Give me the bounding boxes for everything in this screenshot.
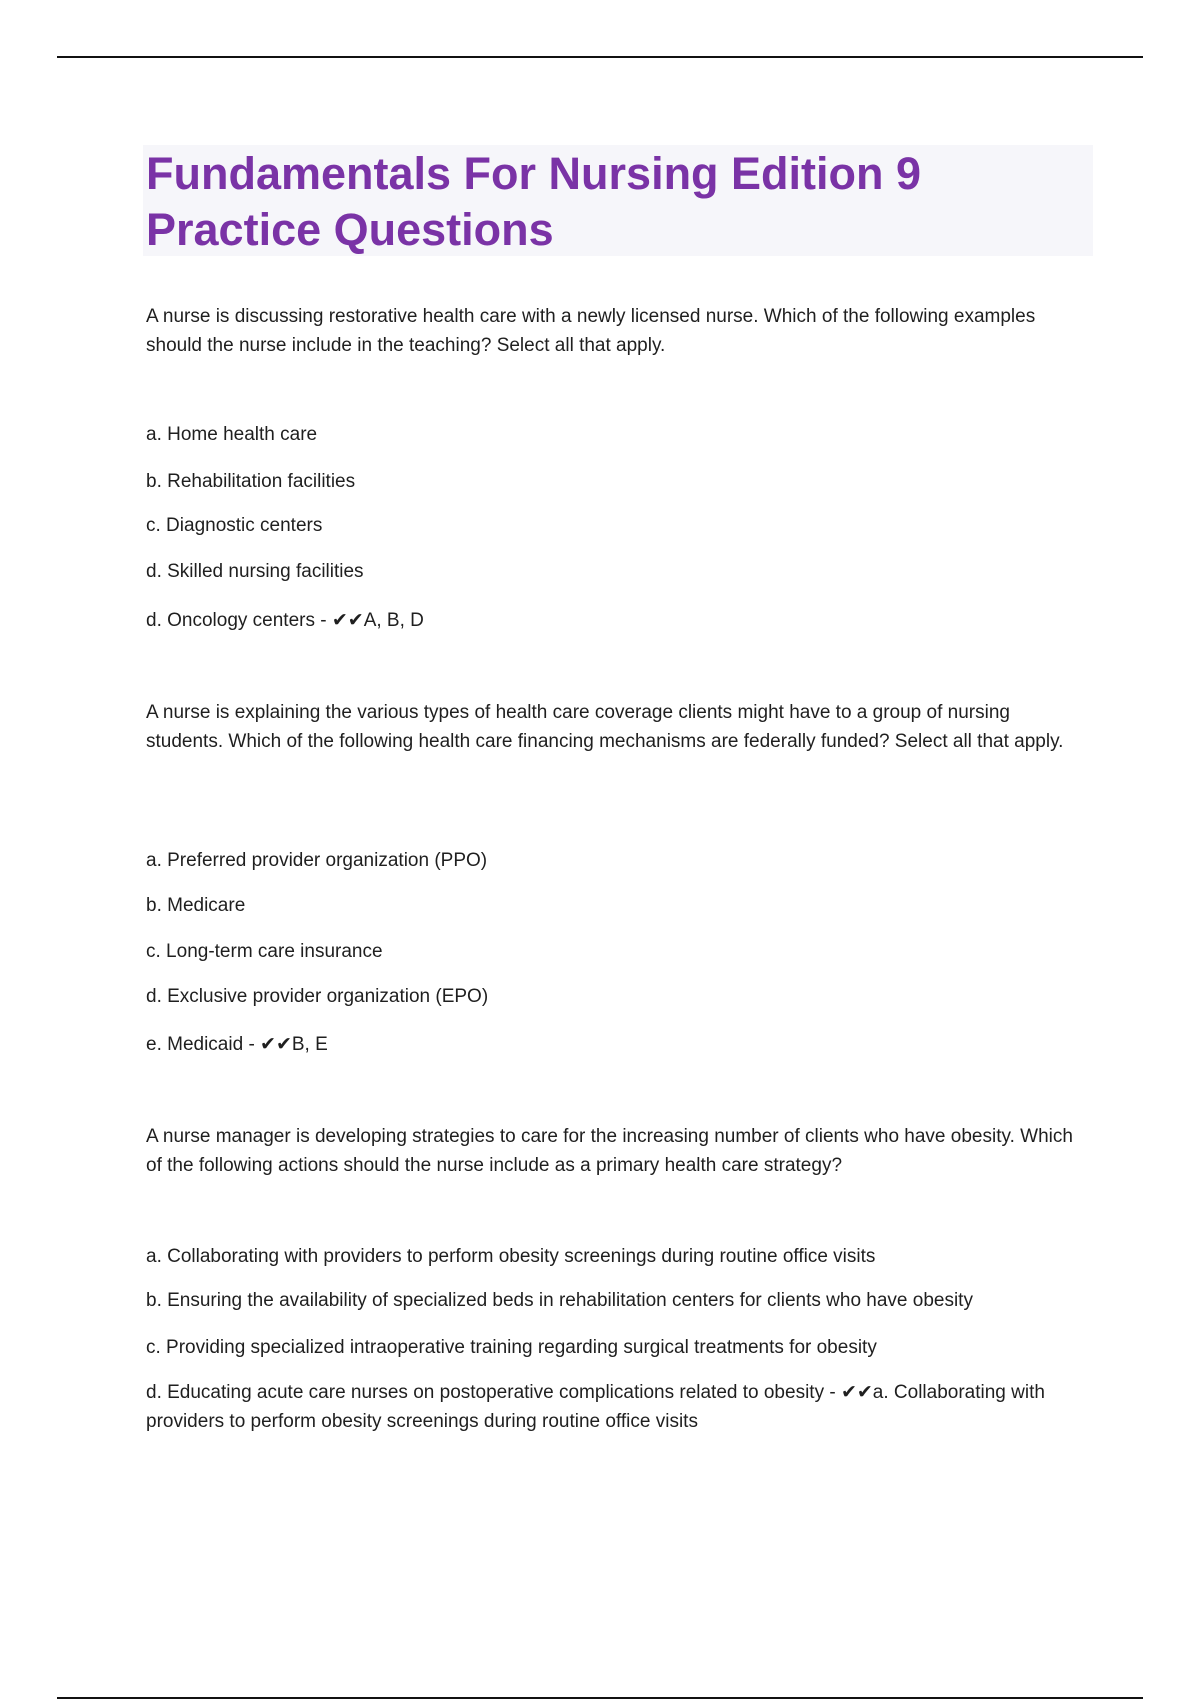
question-1-option-a: a. Home health care bbox=[146, 424, 318, 445]
question-2-option-d: d. Exclusive provider organization (EPO) bbox=[146, 986, 489, 1007]
question-2-option-answer: e. Medicaid - ✔✔B, E bbox=[146, 1034, 328, 1055]
page-title-line-1: Fundamentals For Nursing Edition 9 bbox=[146, 148, 922, 199]
question-3-option-a: a. Collaborating with providers to perform obesity screenings during routine office visits bbox=[146, 1246, 876, 1267]
question-1-option-answer: d. Oncology centers - ✔✔A, B, D bbox=[146, 610, 424, 631]
bottom-divider bbox=[57, 1697, 1143, 1699]
question-2-option-c: c. Long-term care insurance bbox=[146, 941, 383, 962]
question-3-text: A nurse manager is developing strategies to care for the increasing number of clients who have obesity. Which of the following actions should the nurse include as a primary health care strategy? bbox=[146, 1126, 1073, 1176]
page-title-line-2: Practice Questions bbox=[146, 204, 554, 255]
top-divider bbox=[57, 56, 1143, 58]
question-1-text: A nurse is discussing restorative health care with a newly licensed nurse. Which of the following examples should the nurse include in the teaching? Select all that apply. bbox=[146, 306, 1036, 356]
question-1-option-b: b. Rehabilitation facilities bbox=[146, 471, 356, 492]
question-1-option-d: d. Skilled nursing facilities bbox=[146, 561, 364, 582]
question-3-option-answer: d. Educating acute care nurses on postoperative complications related to obesity - ✔✔a. Collaborating with providers to perform obesity screenings during routine office visits bbox=[146, 1382, 1045, 1432]
question-2-option-b: b. Medicare bbox=[146, 895, 246, 916]
question-2-option-a: a. Preferred provider organization (PPO) bbox=[146, 850, 488, 871]
question-1-option-c: c. Diagnostic centers bbox=[146, 515, 323, 536]
question-3-option-c: c. Providing specialized intraoperative training regarding surgical treatments for obesity bbox=[146, 1337, 877, 1358]
question-2-text: A nurse is explaining the various types of health care coverage clients might have to a group of nursing students. Which of the following health care financing mechanisms are federally funded? Select all that apply. bbox=[146, 702, 1064, 752]
question-3-option-b: b. Ensuring the availability of specialized beds in rehabilitation centers for clients who have obesity bbox=[146, 1290, 973, 1311]
